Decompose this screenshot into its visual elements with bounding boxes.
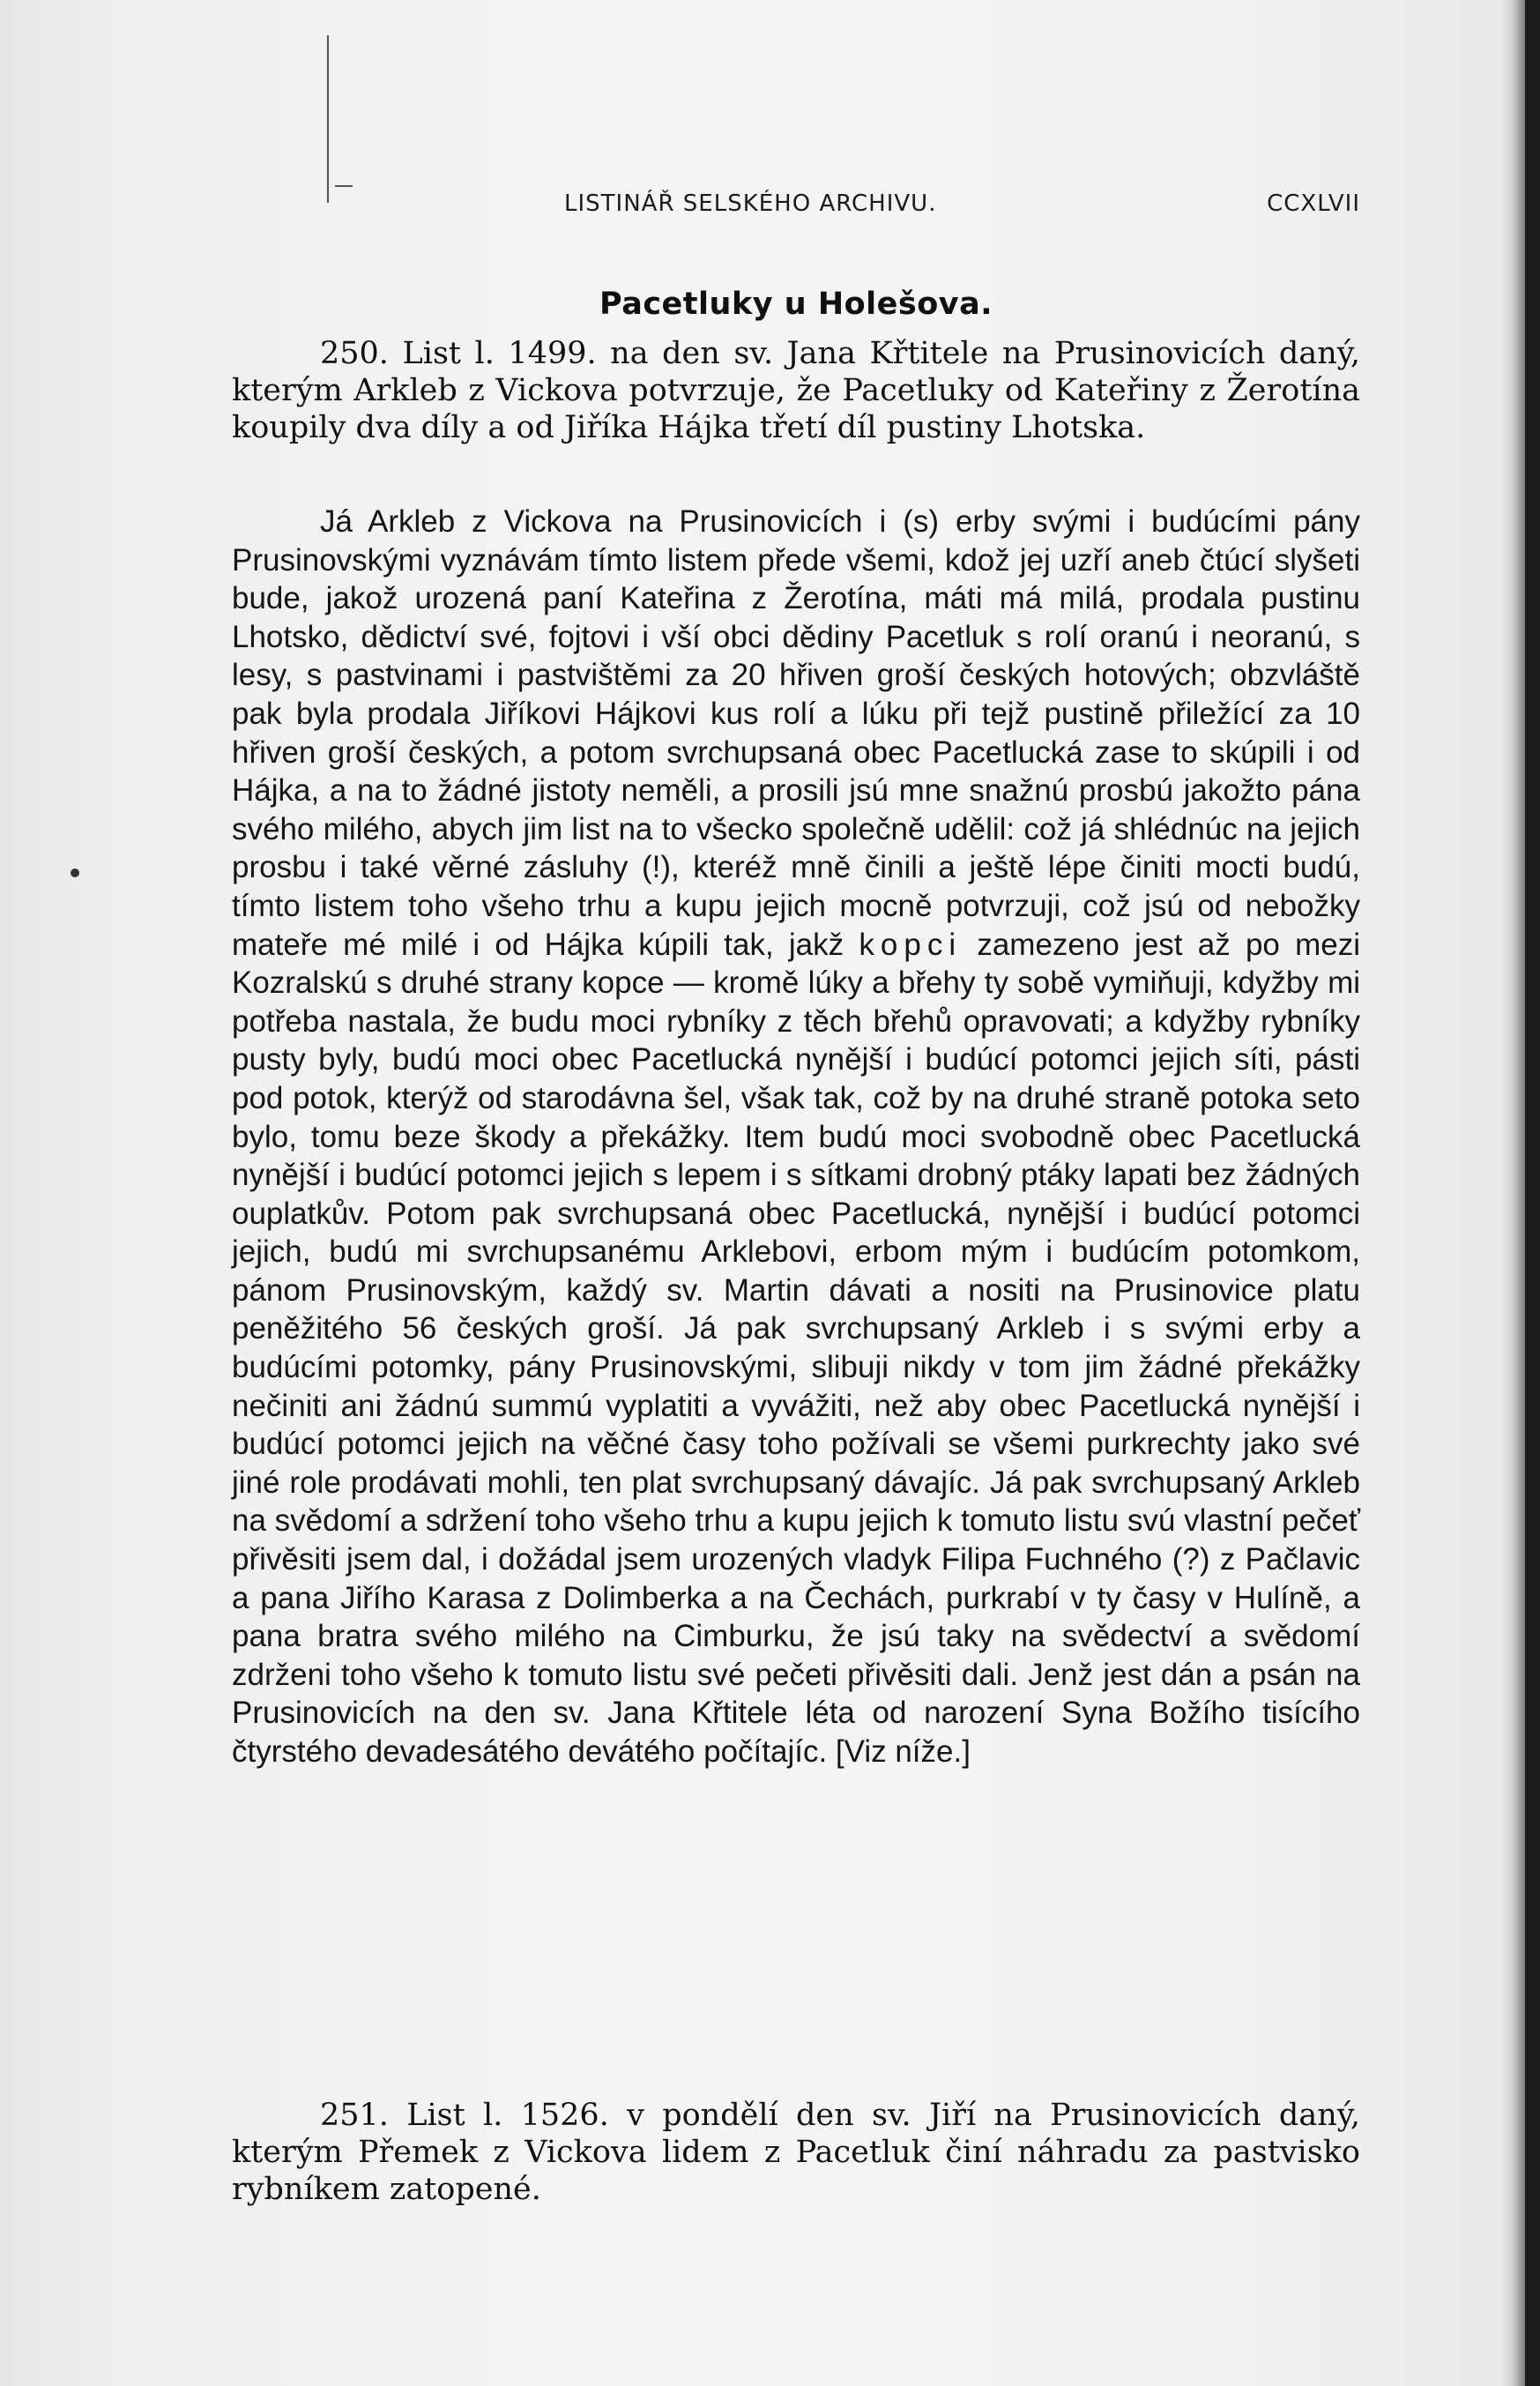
charter-text-part-2: zamezeno jest až po mezi Kozralskú s druhé strany kopce — kromě lúky a břehy ty sobě vymiňuji, kdyžby mi potřeba nastala, že budu moci rybníky z těch břehů opravovati; a kdyžby rybníky pusty byly, budú moci obec Pacetlucká nynější i budúcí potomci jejich síti, pásti pod potok, kterýž od starodávna šel, však tak, což by na druhé straně potoka seto bylo, tomu beze škody a překážky. Item budú moci svobodně obec Pacetlucká nynější i budúcí potomci jejich s lepem i s sítkami drobný ptáky lapati bez žádných ouplatkův. Potom pak svrchupsaná obec Pacetlucká, nynější i budúcí potomci jejich, budú mi svrchupsanému Arklebovi, erbom mým i budúcím potomkom, pánom Prusinovským, každý sv. Martin dávati a nositi na Prusinovice platu peněžitého 56 českých groší. Já pak svrchupsaný Arkleb i s svými erby a budúcími potomky, pány Prusinovskými, slibuji nikdy v tom jim žádné překážky nečiniti ani žádnú summú vyplatiti a vyvážiti, než aby obec Pacetlucká nynější i budúcí potomci jejich na věčné časy toho požívali se všemi purkrechty jako své jiné role prodávati mohli, ten plat svrchupsaný dávajíc. Já pak svrchupsaný Arkleb na svědomí a sdržení toho všeho trhu a kupu jejich k tomuto listu svú vlastní pečeť přivěsiti jsem dal, i dožádal jsem urozených vladyk Filipa Fuchného (?) z Pačlavic a pana Jiřího Karasa z Dolimberka a na Čechách, purkrabí v ty časy v Hulíně, a pana bratra svého milého na Cimburku, že jsú taky na svědectví a svědomí zdrženi toho všeho k tomuto listu své pečeti přivěsiti dali. Jenž jest dán a psán na Prusinovicích na den sv. Jana Křtitele léta od narození Syna Božího tisícího čtyrstého devadesátého devátého počítajíc. [Viz níže.] — [232, 927, 1360, 1769]
section-title: Pacetluky u Holešova. — [599, 287, 993, 322]
charter-spaced-word: kopci — [859, 927, 963, 962]
entry-regest-text: List l. 1526. v pondělí den sv. Jiří na Prusinovicích daný, kterým Přemek z Vickova lidem z Pacetluk činí náhradu za pastvisko rybníkem zatopené. — [232, 2098, 1360, 2207]
entry-number: 250. — [320, 336, 389, 371]
entry-regest-text: List l. 1499. na den sv. Jana Křtitele na Prusinovicích daný, kterým Arkleb z Vickova potvrzuje, že Pacetluky od Kateřiny z Žerotína koupily dva díly a od Jiříka Hájka třetí díl pustiny Lhotska. — [232, 336, 1360, 445]
charter-text-part-1: Já Arkleb z Vickova na Prusinovicích i (s) erby svými i budúcími pány Prusinovskými vyznávám tímto listem přede všemi, kdož jej uzří aneb čtúcí slyšeti bude, jakož urozená paní Kateřina z Žerotína, máti má milá, prodala pustinu Lhotsko, dědictví své, fojtovi i vší obci dědiny Pacetluk s rolí oranú i neoranú, s lesy, s pastvinami i pastvištěmi za 20 hřiven groší českých hotových; obzvláště pak byla prodala Jiříkovi Hájkovi kus rolí a lúku při tejž pustině přiležící za 10 hřiven groší českých, a potom svrchupsaná obec Pacetlucká zase to skúpili i od Hájka, a na to žádné jistoty neměli, a prosili jsú mne snažnú prosbú jakožto pána svého milého, abych jim list na to všecko společně udělil: což já shlédnúc na jejich prosbu i také věrné zásluhy (!), kteréž mně činili a ještě lépe činiti mocti budú, tímto listem toho všeho trhu a kupu jejich mocně potvrzuji, což jsú od nebožky mateře mé milé i od Hájka kúpili tak, jakž — [232, 504, 1360, 962]
margin-pencil-mark — [327, 35, 329, 203]
entry-251-regest — [232, 2097, 1360, 2208]
page-number: CCXLVII — [1267, 190, 1360, 217]
entry-250-regest — [232, 335, 1360, 446]
running-head — [232, 190, 1360, 226]
running-head-title: LISTINÁŘ SELSKÉHO ARCHIVU. — [564, 190, 937, 217]
entry-number: 251. — [320, 2098, 389, 2133]
margin-pencil-tick — [335, 185, 353, 187]
charter-body-text — [232, 503, 1360, 1771]
margin-ink-dot — [71, 869, 79, 877]
page-edge-shadow — [1500, 0, 1525, 2386]
